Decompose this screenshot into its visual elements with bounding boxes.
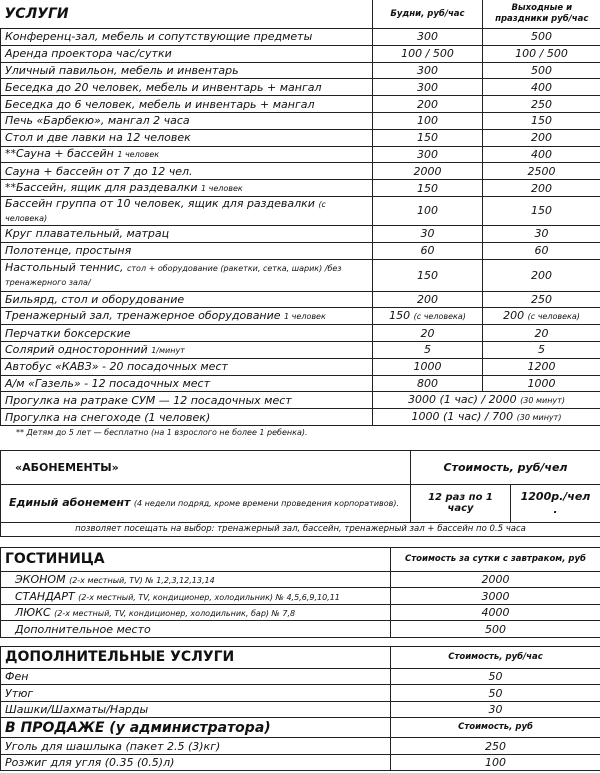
service-name: Конференц-зал, мебель и сопутствующие предметы — [5, 30, 313, 44]
hotel-row — [1, 621, 600, 638]
weekday-price: 300 — [417, 147, 438, 161]
weekend-price: 500 — [531, 63, 552, 77]
service-name: Беседка до 20 человек, мебель и инвентарь + мангал — [5, 80, 322, 94]
weekend-price-cell — [483, 180, 600, 197]
service-name-cell — [1, 163, 373, 180]
service-name-cell — [1, 45, 373, 62]
weekday-price-cell — [373, 225, 483, 242]
weekday-price-cell — [373, 62, 483, 79]
hotel-room-details: (2-х местный, TV) № 1,2,3,12,13,14 — [69, 576, 215, 586]
service-name-cell — [1, 96, 373, 113]
service-name-cell — [1, 409, 373, 426]
service-row — [1, 112, 600, 129]
weekend-price: 2500 — [527, 164, 556, 178]
weekday-price: 1000 (1 час) / 700 — [411, 410, 514, 424]
subscription-price: 1200р./чел — [520, 490, 591, 504]
service-name-cell — [1, 325, 373, 342]
weekend-price: 20 — [534, 326, 549, 340]
sale-title: В ПРОДАЖЕ (у администратора) — [1, 718, 391, 738]
weekend-price: 100 / 500 — [515, 47, 568, 61]
subscription-condition: (4 недели подряд, кроме времени проведения корпоративов). — [133, 499, 400, 509]
weekend-price: 500 — [531, 30, 552, 44]
weekday-price-cell — [373, 163, 483, 180]
weekend-price-cell — [483, 325, 600, 342]
weekday-price: 100 / 500 — [401, 47, 454, 61]
service-row — [1, 291, 600, 308]
extra-service-row — [1, 685, 600, 702]
service-name: Уличный павильон, мебель и инвентарь — [5, 63, 239, 77]
service-name: Настольный теннис, — [5, 261, 124, 275]
extra-services-table — [0, 646, 600, 772]
weekday-price-cell — [373, 341, 483, 358]
children-note: ** Детям до 5 лет — бесплатно (на 1 взрослого не более 1 ребенка). — [16, 427, 308, 437]
weekend-price: 200 — [503, 309, 525, 323]
hotel-room-name: ЛЮКС — [15, 606, 51, 620]
weekend-price-note: (с человека) — [527, 312, 580, 322]
hotel-price-header: Стоимость за сутки с завтраком, руб — [391, 547, 600, 571]
service-name-cell — [1, 392, 373, 409]
weekday-price-cell — [373, 308, 483, 325]
weekday-price: 2000 — [413, 164, 442, 178]
service-name-cell — [1, 129, 373, 146]
weekday-price-cell — [373, 29, 483, 46]
hotel-row — [1, 571, 600, 588]
service-row — [1, 146, 600, 163]
subscription-name: Единый абонемент — [9, 496, 131, 510]
hotel-room-cell — [1, 621, 391, 638]
hotel-room-details: (2-х местный, TV, кондиционер, холодильник, бар) № 7,8 — [54, 609, 296, 619]
weekday-price: 150 — [417, 131, 438, 145]
weekday-price: 60 — [420, 244, 435, 258]
hotel-room-cell — [1, 588, 391, 605]
subscription-price-cell — [511, 484, 600, 522]
subscription-price-dot: . — [553, 503, 558, 517]
weekend-price-cell — [483, 375, 600, 392]
service-name-cell — [1, 225, 373, 242]
weekday-price-note: (30 минут) — [516, 413, 562, 423]
hotel-price: 2000 — [391, 571, 600, 588]
weekday-price: 100 — [417, 204, 438, 218]
service-name: Сауна + бассейн от 7 до 12 чел. — [5, 164, 193, 178]
weekday-price-cell — [373, 325, 483, 342]
weekday-price: 5 — [424, 343, 431, 357]
service-name-cell — [1, 29, 373, 46]
service-row — [1, 259, 600, 291]
sale-item-row — [1, 754, 600, 771]
service-name: Беседка до 6 человек, мебель и инвентарь + мангал — [5, 97, 315, 111]
weekend-price: 30 — [534, 227, 549, 241]
weekend-price: 1200 — [527, 360, 556, 374]
weekday-price-note: (с человека) — [413, 312, 466, 322]
weekend-price: 250 — [531, 97, 552, 111]
weekend-price: 400 — [531, 80, 552, 94]
service-row — [1, 358, 600, 375]
service-row — [1, 225, 600, 242]
service-row — [1, 341, 600, 358]
hotel-room-name: Дополнительное место — [15, 622, 151, 636]
service-name: **Сауна + бассейн — [5, 147, 114, 161]
service-row — [1, 45, 600, 62]
weekend-price-cell — [483, 358, 600, 375]
hotel-row — [1, 604, 600, 621]
weekend-price: 400 — [531, 147, 552, 161]
service-name-cell — [1, 341, 373, 358]
weekday-price: 300 — [417, 80, 438, 94]
services-title: УСЛУГИ — [1, 0, 373, 29]
service-name: Прогулка на ратраке СУМ — 12 посадочных мест — [5, 393, 292, 407]
service-name-note: 1 человек — [201, 184, 243, 194]
sale-price-header: Стоимость, руб — [391, 718, 600, 738]
weekend-price-cell — [483, 129, 600, 146]
extra-service-row — [1, 668, 600, 685]
service-row — [1, 180, 600, 197]
extra-service-name: Утюг — [1, 685, 391, 702]
service-name-note: 1 человек — [117, 150, 160, 160]
weekend-price: 60 — [534, 244, 549, 258]
service-row — [1, 392, 600, 409]
extra-service-price: 50 — [391, 685, 600, 702]
weekday-price-cell — [373, 375, 483, 392]
weekday-price-cell — [373, 259, 483, 291]
weekend-price-cell — [483, 45, 600, 62]
subscription-price-header: Стоимость, руб/чел — [411, 450, 600, 484]
weekend-price-cell — [483, 146, 600, 163]
hotel-price: 4000 — [391, 604, 600, 621]
extra-service-price: 50 — [391, 668, 600, 685]
weekday-price-cell — [373, 358, 483, 375]
service-row — [1, 196, 600, 225]
weekday-column-header: Будни, руб/час — [373, 0, 483, 29]
service-name: Тренажерный зал, тренажерное оборудование — [5, 309, 281, 323]
weekday-price: 200 — [417, 292, 438, 306]
service-name-cell — [1, 358, 373, 375]
service-name-cell — [1, 259, 373, 291]
service-row — [1, 325, 600, 342]
weekend-price-cell — [483, 79, 600, 96]
weekday-price-cell — [373, 392, 600, 409]
service-name: А/м «Газель» - 12 посадочных мест — [5, 376, 211, 390]
weekday-price-cell — [373, 45, 483, 62]
service-name-cell — [1, 308, 373, 325]
service-name-cell — [1, 180, 373, 197]
service-row — [1, 308, 600, 325]
weekday-price: 300 — [417, 30, 438, 44]
hotel-table — [0, 547, 600, 638]
service-row — [1, 375, 600, 392]
sale-item-price: 250 — [391, 738, 600, 755]
weekend-price: 5 — [538, 343, 545, 357]
subscription-frequency: 12 раз по 1 часу — [411, 484, 511, 522]
weekday-price-cell — [373, 112, 483, 129]
weekday-price-cell — [373, 79, 483, 96]
hotel-room-cell — [1, 604, 391, 621]
weekday-price-cell — [373, 129, 483, 146]
weekend-price-cell — [483, 196, 600, 225]
weekend-column-header: Выходные и праздники руб/час — [483, 0, 600, 29]
sale-item-price: 100 — [391, 754, 600, 771]
service-row — [1, 62, 600, 79]
service-name-note: (с человека) — [5, 199, 326, 223]
hotel-price: 500 — [391, 621, 600, 638]
service-name: Солярий односторонний — [5, 342, 148, 356]
service-name: Автобус «КАВЗ» - 20 посадочных мест — [5, 360, 228, 374]
weekend-price: 250 — [531, 292, 552, 306]
subscription-name-cell — [1, 484, 411, 522]
service-name-note: 1 человек — [284, 312, 326, 322]
service-name-cell — [1, 79, 373, 96]
service-name-cell — [1, 242, 373, 259]
weekend-price-cell — [483, 112, 600, 129]
subscriptions-table — [0, 450, 600, 537]
hotel-title: ГОСТИНИЦА — [1, 547, 391, 571]
subscriptions-title: «АБОНЕМЕНТЫ» — [1, 450, 411, 484]
extra-service-name: Фен — [1, 668, 391, 685]
weekend-price-cell — [483, 163, 600, 180]
hotel-room-name: ЭКОНОМ — [15, 573, 66, 587]
weekday-price: 3000 (1 час) / 2000 — [408, 393, 517, 407]
weekday-price: 150 — [417, 181, 438, 195]
weekend-price: 200 — [531, 131, 552, 145]
service-name: Бассейн группа от 10 человек, ящик для раздевалки — [5, 196, 315, 210]
service-name: Бильярд, стол и оборудование — [5, 292, 185, 306]
service-name: Аренда проектора час/сутки — [5, 47, 172, 61]
weekend-price-cell — [483, 29, 600, 46]
weekday-price-cell — [373, 409, 600, 426]
weekend-price-cell — [483, 308, 600, 325]
weekday-price: 1000 — [413, 360, 442, 374]
service-name: Круг плавательный, матрац — [5, 227, 170, 241]
weekday-price: 100 — [417, 114, 438, 128]
service-row — [1, 79, 600, 96]
subscription-note: позволяет посещать на выбор: тренажерный зал, бассейн, тренажерный зал + бассейн по 0.5 часа — [1, 522, 600, 536]
service-row — [1, 96, 600, 113]
weekend-price: 200 — [531, 268, 552, 282]
sale-item-name: Уголь для шашлыка (пакет 2.5 (3)кг) — [1, 738, 391, 755]
service-row — [1, 29, 600, 46]
service-name-cell — [1, 146, 373, 163]
weekday-price: 20 — [420, 326, 435, 340]
sale-item-name: Розжиг для угля (0.35 (0.5)л) — [1, 754, 391, 771]
extra-service-price: 30 — [391, 701, 600, 718]
extra-price-header: Стоимость, руб/час — [391, 646, 600, 668]
service-row — [1, 242, 600, 259]
extra-services-title: ДОПОЛНИТЕЛЬНЫЕ УСЛУГИ — [1, 646, 391, 668]
weekend-price: 150 — [531, 114, 552, 128]
weekend-price-cell — [483, 62, 600, 79]
weekend-price: 150 — [531, 204, 552, 218]
service-row — [1, 129, 600, 146]
service-row — [1, 163, 600, 180]
service-name: Печь «Барбекю», мангал 2 часа — [5, 114, 190, 128]
service-name-note: 1/минут — [151, 345, 185, 355]
weekday-price-cell — [373, 196, 483, 225]
hotel-room-details: (2-х местный, TV, кондиционер, холодильник) № 4,5,6,9,10,11 — [78, 592, 340, 602]
service-name-cell — [1, 375, 373, 392]
service-name: **Бассейн, ящик для раздевалки — [5, 181, 198, 195]
weekday-price-cell — [373, 242, 483, 259]
service-name: Перчатки боксерские — [5, 326, 131, 340]
service-row — [1, 409, 600, 426]
extra-service-row — [1, 701, 600, 718]
weekday-price-cell — [373, 180, 483, 197]
weekday-price: 150 — [389, 309, 411, 323]
service-name: Полотенце, простыня — [5, 244, 132, 258]
weekday-price-cell — [373, 146, 483, 163]
weekend-price-cell — [483, 242, 600, 259]
hotel-row — [1, 588, 600, 605]
weekend-price-cell — [483, 96, 600, 113]
weekday-price: 30 — [420, 227, 435, 241]
service-name-note: стол + оборудование (ракетки, сетка, шарик) /без тренажерного зала/ — [5, 264, 342, 288]
weekend-price: 1000 — [527, 376, 556, 390]
sale-item-row — [1, 738, 600, 755]
weekday-price: 200 — [417, 97, 438, 111]
service-name-cell — [1, 62, 373, 79]
weekday-price: 300 — [417, 63, 438, 77]
service-name-cell — [1, 291, 373, 308]
service-name: Стол и две лавки на 12 человек — [5, 131, 191, 145]
weekday-price: 800 — [417, 376, 438, 390]
service-name: Прогулка на снегоходе (1 человек) — [5, 410, 211, 424]
weekend-price-cell — [483, 341, 600, 358]
weekend-price-cell — [483, 291, 600, 308]
extra-service-name: Шашки/Шахматы/Нарды — [1, 701, 391, 718]
weekend-price-cell — [483, 259, 600, 291]
hotel-room-name: СТАНДАРТ — [15, 589, 75, 603]
hotel-price: 3000 — [391, 588, 600, 605]
weekday-price: 150 — [417, 268, 438, 282]
service-name-cell — [1, 112, 373, 129]
service-name-cell — [1, 196, 373, 225]
weekday-price-cell — [373, 96, 483, 113]
weekend-price: 200 — [531, 181, 552, 195]
weekday-price-note: (30 минут) — [520, 396, 565, 406]
hotel-room-cell — [1, 571, 391, 588]
weekend-price-cell — [483, 225, 600, 242]
weekday-price-cell — [373, 291, 483, 308]
